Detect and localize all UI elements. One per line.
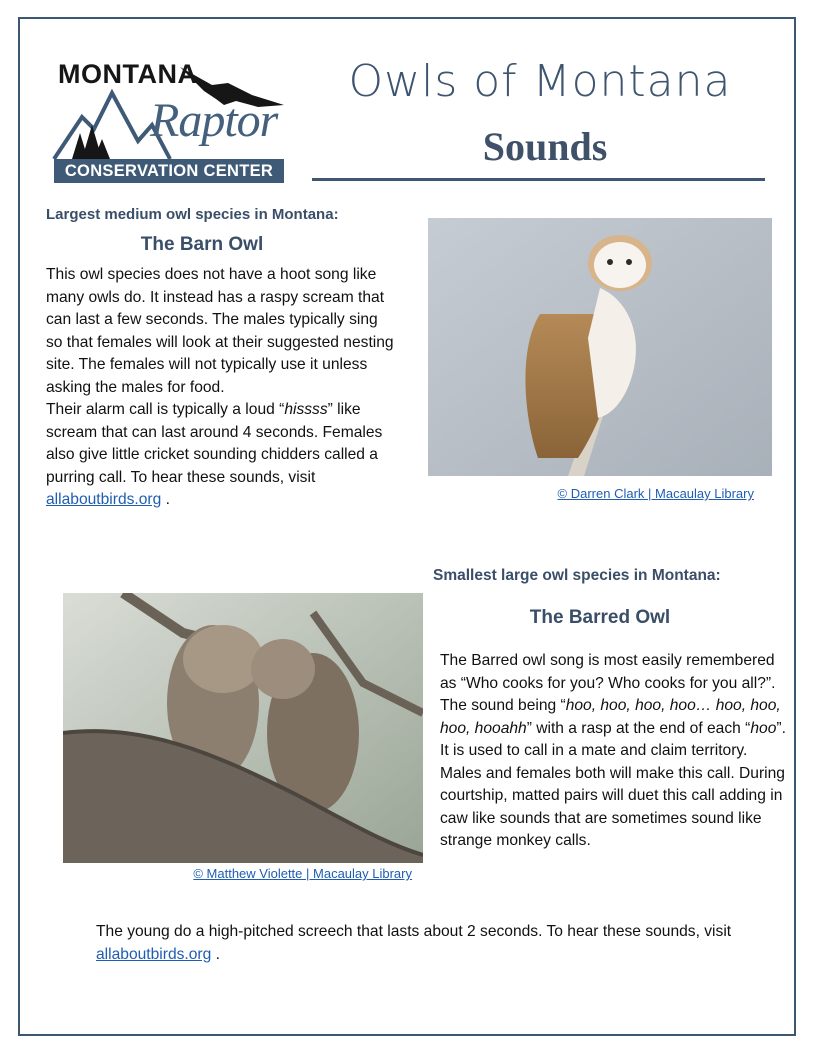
barred-owl-para: The Barred owl song is most easily remembered as “Who cooks for you? Who cooks for you all?”. The sound being “hoo, hoo, hoo, hoo… hoo, hoo, hoo, hooahh” with a rasp at the end of each “hoo”. It is used to call in a mate and claim territory. Males and females both will make this call. During courtship, matted pairs will duet this call adding in caw like sounds that are sometimes sound like strange monkey calls. xyxy=(440,652,786,849)
logo-band: CONSERVATION CENTER xyxy=(54,159,284,183)
hoo-word: hoo xyxy=(750,719,777,737)
barn-owl-heading: The Barn Owl xyxy=(140,234,264,255)
barred-owl-description xyxy=(440,650,790,853)
page-title: Sounds xyxy=(482,124,608,169)
logo-wordmark: MONTANA xyxy=(58,59,198,89)
barred-owl-photo-credit xyxy=(63,866,412,881)
hoo-call-text: hoo, hoo, hoo, hoo… hoo, hoo, hoo, hooahh xyxy=(440,697,781,737)
barred-owl-photo xyxy=(63,593,423,863)
barred-owl-heading: The Barred Owl xyxy=(529,607,671,628)
montana-raptor-logo xyxy=(52,55,288,187)
barn-owl-description xyxy=(46,264,398,512)
darren-clark-credit-link[interactable]: © Darren Clark | Macaulay Library xyxy=(557,486,754,501)
young-owl-paragraph: The young do a high-pitched screech that lasts about 2 seconds. To hear these sounds, visit allaboutbirds.org . xyxy=(96,923,732,963)
barn-owl-para-2: Their alarm call is typically a loud “hissss” like scream that can last around 4 seconds. Females also give little cricket sounding chidders called a purring call. To hear these sounds, visit allaboutbirds.org . xyxy=(46,401,383,508)
footer-allaboutbirds-link[interactable]: allaboutbirds.org xyxy=(96,945,212,963)
barn-owl-photo-credit xyxy=(428,486,754,501)
hiss-word: hissss xyxy=(284,401,328,418)
barn-owl-kicker: Largest medium owl species in Montana: xyxy=(46,206,339,223)
barn-owl-photo xyxy=(428,218,772,476)
page-supertitle: Owls of Montana xyxy=(348,56,732,107)
logo-script-word: Raptor xyxy=(150,94,278,147)
allaboutbirds-link[interactable]: allaboutbirds.org xyxy=(46,491,162,508)
matthew-violette-credit-link[interactable]: © Matthew Violette | Macaulay Library xyxy=(193,866,412,881)
barn-owl-para-1: This owl species does not have a hoot song like many owls do. It instead has a raspy scream that can last a few seconds. The males typically sing so that females will look at their suggested nesting site. The females will not typically use it unless asking the males for food. xyxy=(46,266,394,396)
barred-owl-kicker: Smallest large owl species in Montana: xyxy=(433,567,721,584)
title-divider xyxy=(312,178,765,181)
young-owl-note xyxy=(96,921,792,966)
